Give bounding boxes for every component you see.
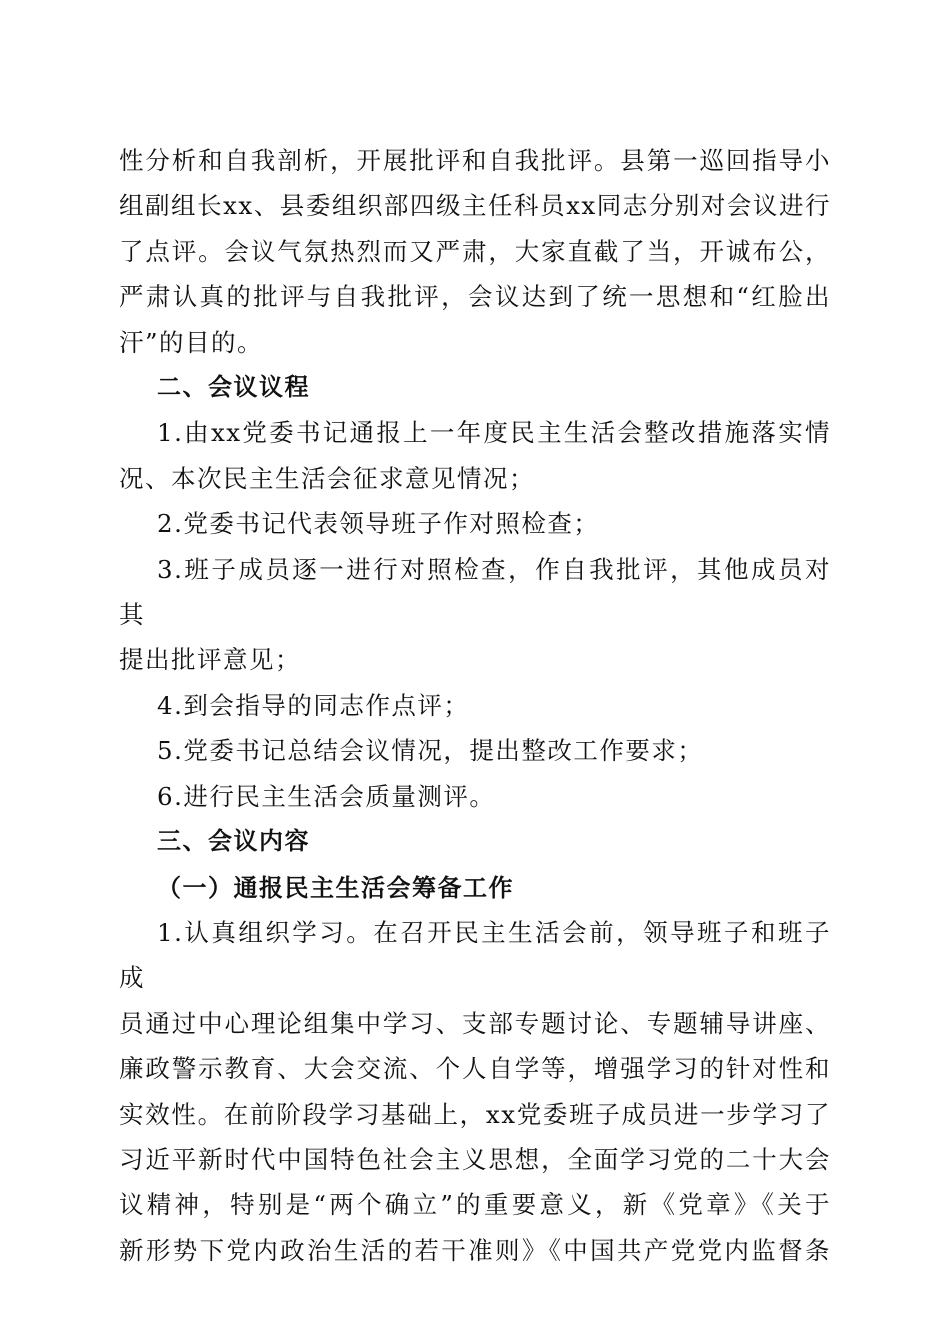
study-line-1: 1.认真组织学习。在召开民主生活会前，领导班子和班子成 bbox=[119, 917, 831, 993]
intro-line-2: 组副组长xx、县委组织部四级主任科员xx同志分别对会议进行 bbox=[119, 191, 831, 221]
intro-line-4: 严肃认真的批评与自我批评，会议达到了统一思想和“红脸出 bbox=[119, 282, 831, 312]
study-line-4: 实效性。在前阶段学习基础上，xx党委班子成员进一步学习了 bbox=[119, 1099, 831, 1129]
section-heading-content: 三、会议内容 bbox=[157, 827, 310, 856]
agenda-item-1-line-1: 1.由xx党委书记通报上一年度民主生活会整改措施落实情 bbox=[157, 418, 831, 448]
agenda-item-3-line-2: 提出批评意见； bbox=[119, 645, 301, 675]
intro-line-1: 性分析和自我剖析，开展批评和自我批评。县第一巡回指导小 bbox=[119, 146, 831, 175]
study-line-3: 廉政警示教育、大会交流、个人自学等，增强学习的针对性和 bbox=[119, 1054, 831, 1084]
study-line-7: 新形势下党内政治生活的若干准则》《中国共产党党内监督条 bbox=[119, 1235, 831, 1265]
study-line-2: 员通过中心理论组集中学习、支部专题讨论、专题辅导讲座、 bbox=[119, 1008, 831, 1038]
agenda-item-3-line-1: 3.班子成员逐一进行对照检查，作自我批评，其他成员对其 bbox=[119, 554, 831, 630]
agenda-item-1-line-2: 况、本次民主生活会征求意见情况； bbox=[119, 463, 535, 493]
agenda-item-6: 6.进行民主生活会质量测评。 bbox=[157, 781, 496, 811]
agenda-item-5: 5.党委书记总结会议情况，提出整改工作要求； bbox=[157, 736, 704, 766]
subsection-heading-preparation: （一）通报民主生活会筹备工作 bbox=[157, 872, 514, 902]
agenda-item-2: 2.党委书记代表领导班子作对照检查； bbox=[157, 509, 600, 539]
intro-line-3: 了点评。会议气氛热烈而又严肃，大家直截了当，开诚布公， bbox=[119, 236, 831, 266]
section-heading-agenda: 二、会议议程 bbox=[157, 373, 310, 402]
document-body bbox=[119, 138, 831, 1273]
agenda-item-4: 4.到会指导的同志作点评； bbox=[157, 690, 470, 720]
intro-line-5: 汗”的目的。 bbox=[119, 327, 264, 357]
study-line-5: 习近平新时代中国特色社会主义思想，全面学习党的二十大会 bbox=[119, 1144, 831, 1174]
study-line-6: 议精神，特别是“两个确立”的重要意义，新《党章》《关于 bbox=[119, 1190, 831, 1220]
